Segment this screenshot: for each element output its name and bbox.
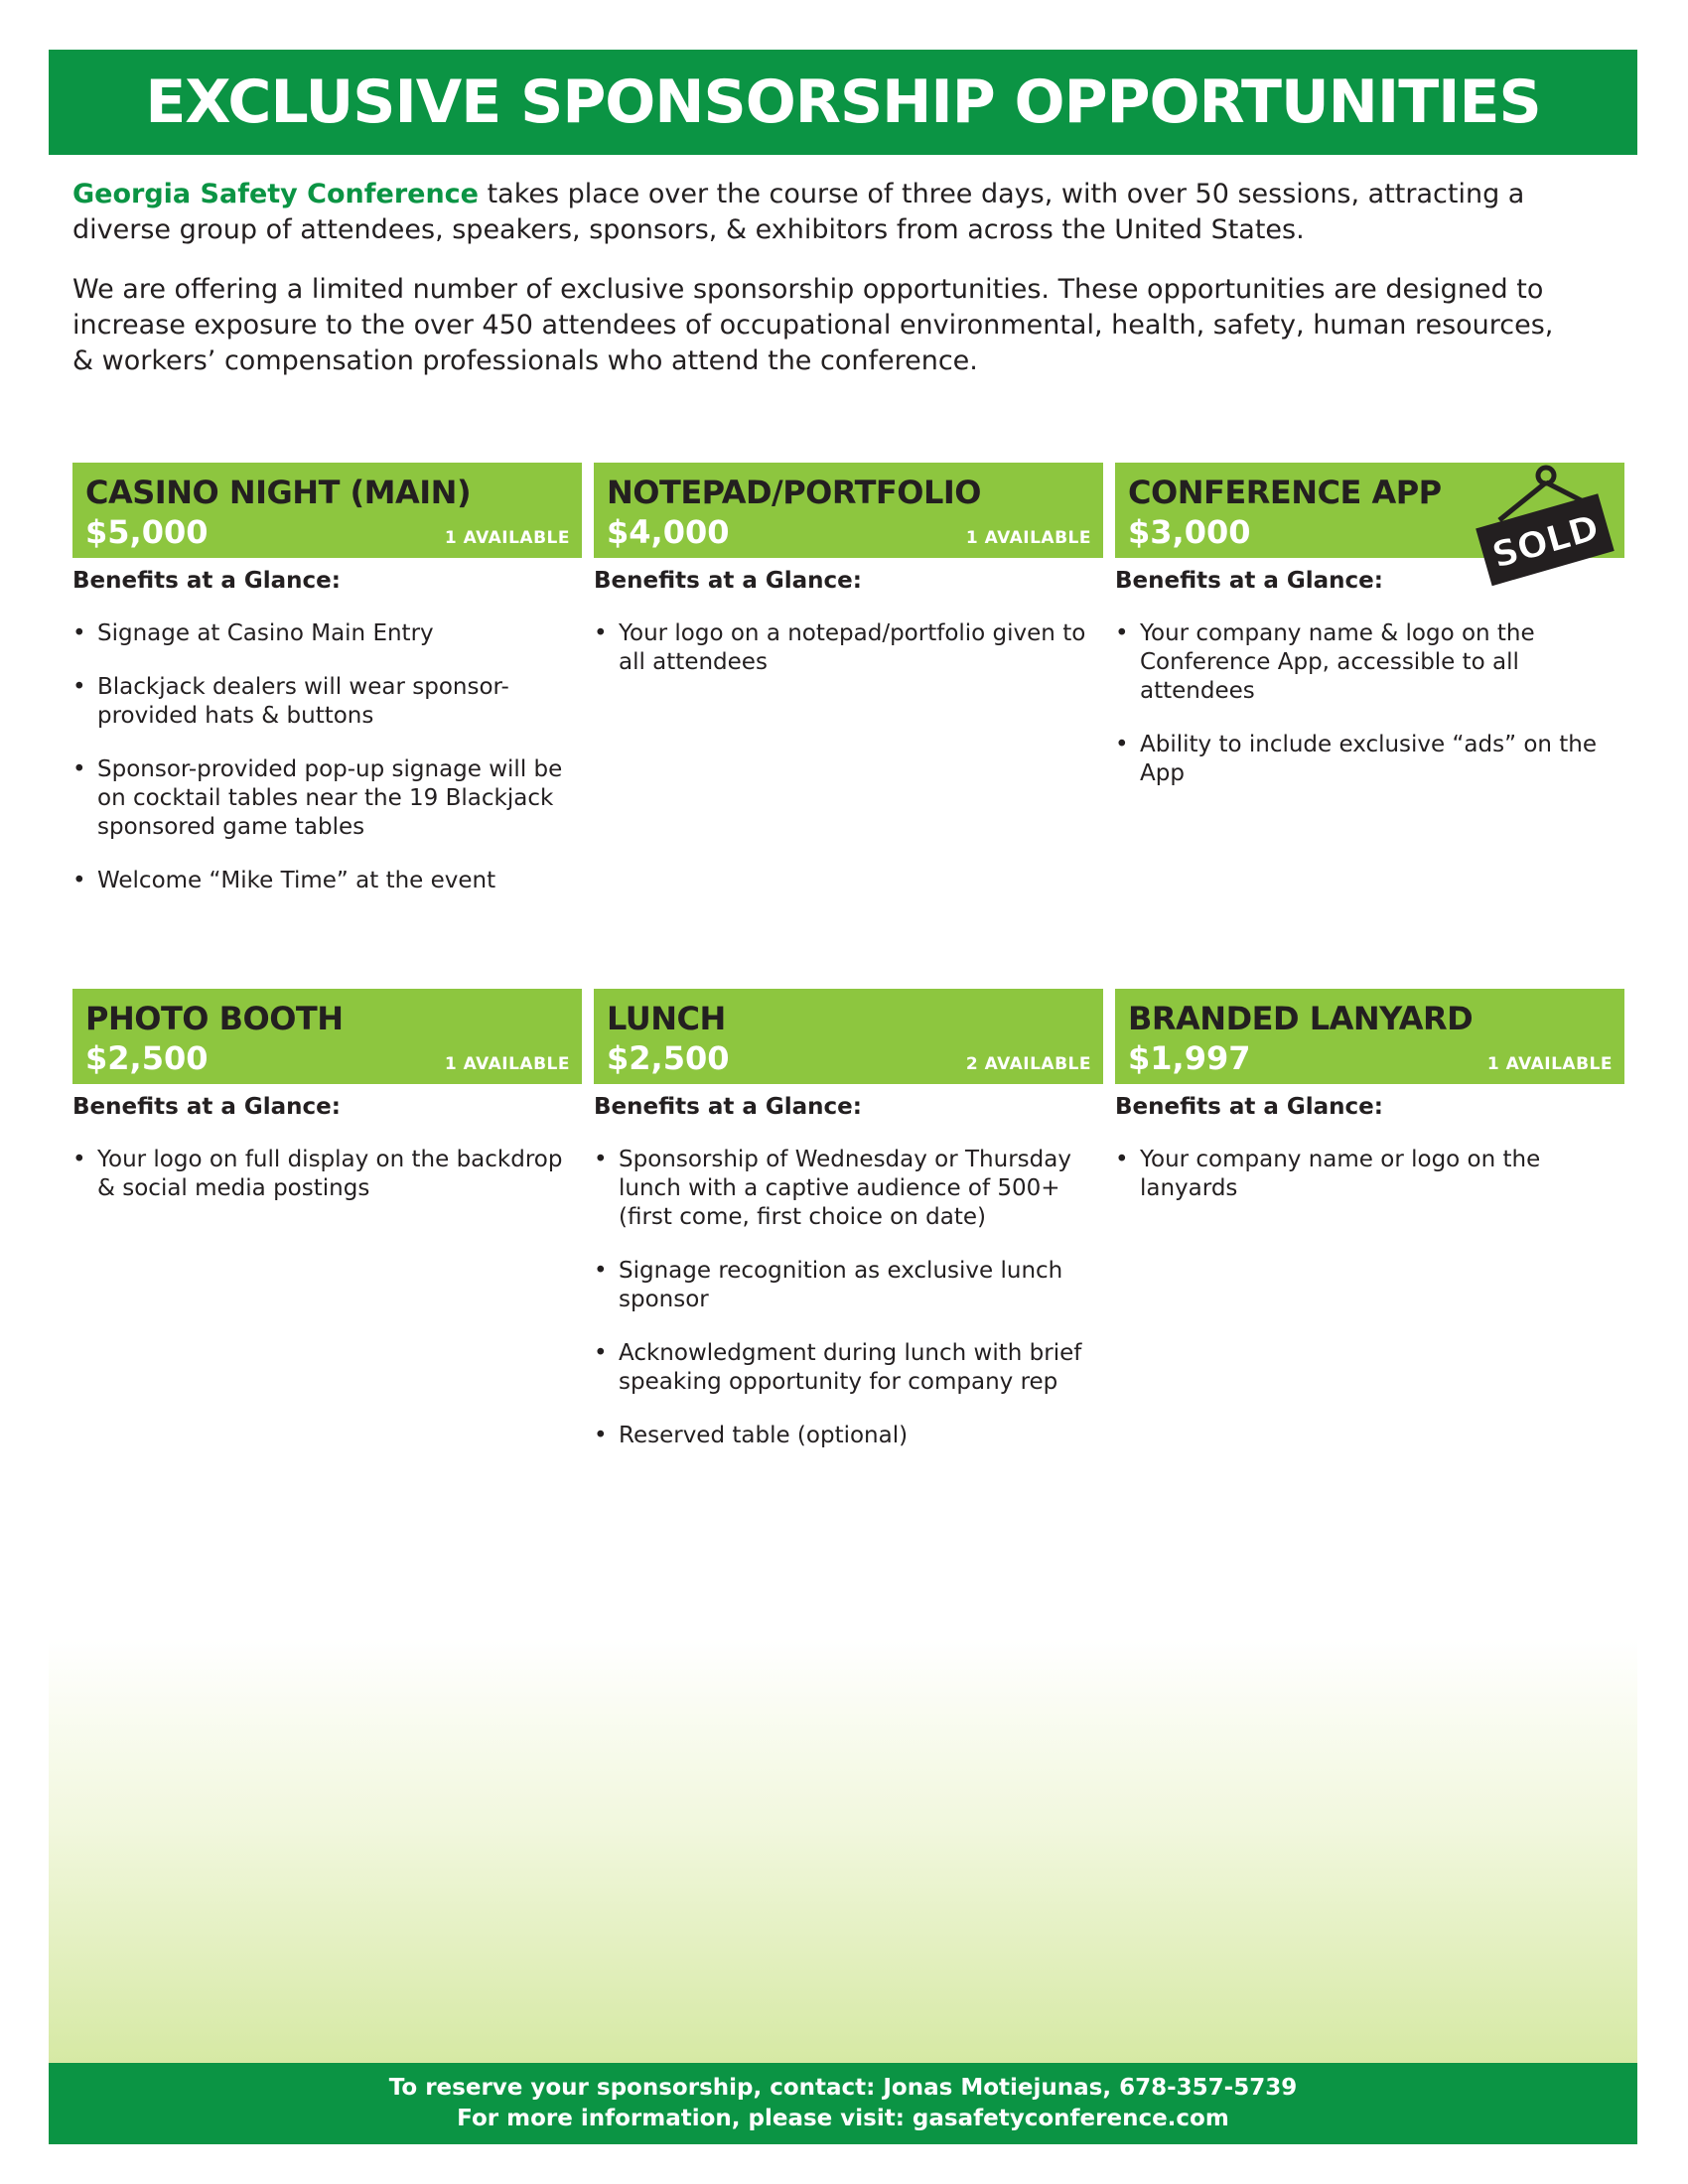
benefits-heading: Benefits at a Glance:	[72, 568, 341, 594]
benefits-list	[594, 1146, 1103, 1450]
card-price: $3,000	[1128, 513, 1251, 551]
benefit-item: • Reserved table (optional)	[594, 1423, 909, 1448]
benefit-item: • Acknowledgment during lunch with brief speaking opportunity for company rep	[594, 1340, 1082, 1395]
benefit-item: • Blackjack dealers will wear sponsor-provided hats & buttons	[72, 674, 509, 729]
sponsorship-card-lunch	[594, 989, 1103, 1475]
bullet-icon: •	[594, 1147, 608, 1172]
card-title: CONFERENCE APP	[1128, 474, 1442, 511]
availability-label: 1 AVAILABLE	[444, 528, 570, 548]
benefit-item: • Sponsor-provided pop-up signage will be on cocktail tables near the 19 Blackjack sponsored game tables	[72, 756, 563, 840]
card-title: PHOTO BOOTH	[85, 1000, 344, 1037]
availability-label: 2 AVAILABLE	[965, 1054, 1091, 1074]
bullet-icon: •	[594, 1340, 608, 1366]
page-title: EXCLUSIVE SPONSORSHIP OPPORTUNITIES	[145, 68, 1541, 137]
benefit-item: • Your company name or logo on the lanyards	[1115, 1147, 1541, 1201]
sponsorship-card-casino-night	[72, 463, 582, 920]
card-price: $2,500	[607, 1039, 730, 1077]
sold-sign-icon	[1470, 463, 1618, 592]
bullet-icon: •	[1115, 620, 1129, 646]
availability-label: 1 AVAILABLE	[965, 528, 1091, 548]
benefit-item: • Your logo on full display on the backdrop & social media postings	[72, 1147, 563, 1201]
card-header	[594, 463, 1103, 558]
intro-section	[72, 177, 1582, 403]
bullet-icon: •	[72, 674, 86, 700]
benefit-item: • Signage at Casino Main Entry	[72, 620, 434, 646]
benefits-list	[594, 619, 1103, 677]
card-price: $2,500	[85, 1039, 209, 1077]
benefits-heading: Benefits at a Glance:	[594, 1094, 862, 1120]
sponsorship-card-branded-lanyard	[1115, 989, 1624, 1228]
availability-label: 1 AVAILABLE	[444, 1054, 570, 1074]
benefits-list	[1115, 619, 1624, 788]
intro-paragraph-1-text: takes place over the course of three days, with over 50 sessions, attracting a diverse group of attendees, speakers, sponsors, & exhibitors from across the United States.	[72, 179, 1525, 245]
bullet-icon: •	[72, 756, 86, 782]
contact-line: To reserve your sponsorship, contact: Jonas Motiejunas, 678-357-5739	[388, 2075, 1298, 2101]
card-header	[72, 989, 582, 1084]
card-price: $1,997	[1128, 1039, 1251, 1077]
sponsorship-card-notepad-portfolio	[594, 463, 1103, 702]
card-header	[72, 463, 582, 558]
card-title: LUNCH	[607, 1000, 726, 1037]
footer-banner	[49, 2063, 1637, 2144]
sold-label: SOLD	[1487, 507, 1604, 577]
conference-name: Georgia Safety Conference	[72, 179, 479, 209]
bullet-icon: •	[1115, 732, 1129, 757]
bullet-icon: •	[594, 1258, 608, 1284]
bullet-icon: •	[72, 620, 86, 646]
card-title: CASINO NIGHT (MAIN)	[85, 474, 472, 511]
benefit-item: • Ability to include exclusive “ads” on the App	[1115, 732, 1598, 786]
intro-paragraph-2: We are offering a limited number of exclusive sponsorship opportunities. These opportunities are designed to increase exposure to the over 450 attendees of occupational environmental, health, safety, human resources, & workers’ compensation professionals who attend the conference.	[72, 274, 1554, 376]
website-line: For more information, please visit: gasafetyconference.com	[457, 2106, 1229, 2131]
card-price: $5,000	[85, 513, 209, 551]
benefits-heading: Benefits at a Glance:	[594, 568, 862, 594]
benefits-list	[72, 1146, 582, 1203]
benefits-heading: Benefits at a Glance:	[1115, 568, 1383, 594]
bullet-icon: •	[72, 1147, 86, 1172]
benefits-list	[1115, 1146, 1624, 1203]
sign-hook	[1538, 468, 1554, 483]
card-price: $4,000	[607, 513, 730, 551]
bullet-icon: •	[1115, 1147, 1129, 1172]
card-title: BRANDED LANYARD	[1128, 1000, 1474, 1037]
bullet-icon: •	[594, 1423, 608, 1448]
benefits-heading: Benefits at a Glance:	[72, 1094, 341, 1120]
availability-label: 1 AVAILABLE	[1486, 1054, 1613, 1074]
intro-paragraph-1	[72, 177, 1582, 248]
bullet-icon: •	[72, 868, 86, 893]
benefit-item: • Signage recognition as exclusive lunch sponsor	[594, 1258, 1063, 1312]
card-header	[594, 989, 1103, 1084]
benefit-item: • Sponsorship of Wednesday or Thursday lunch with a captive audience of 500+ (first come, first choice on date)	[594, 1147, 1071, 1230]
benefit-item: • Your logo on a notepad/portfolio given to all attendees	[594, 620, 1086, 675]
benefits-heading: Benefits at a Glance:	[1115, 1094, 1383, 1120]
card-title: NOTEPAD/PORTFOLIO	[607, 474, 981, 511]
bullet-icon: •	[594, 620, 608, 646]
benefit-item: • Welcome “Mike Time” at the event	[72, 868, 496, 893]
top-banner	[49, 50, 1637, 155]
benefits-list	[72, 619, 582, 895]
card-header	[1115, 989, 1624, 1084]
benefit-item: • Your company name & logo on the Conference App, accessible to all attendees	[1115, 620, 1535, 704]
background-gradient	[49, 1638, 1637, 2063]
sponsorship-card-photo-booth	[72, 989, 582, 1228]
